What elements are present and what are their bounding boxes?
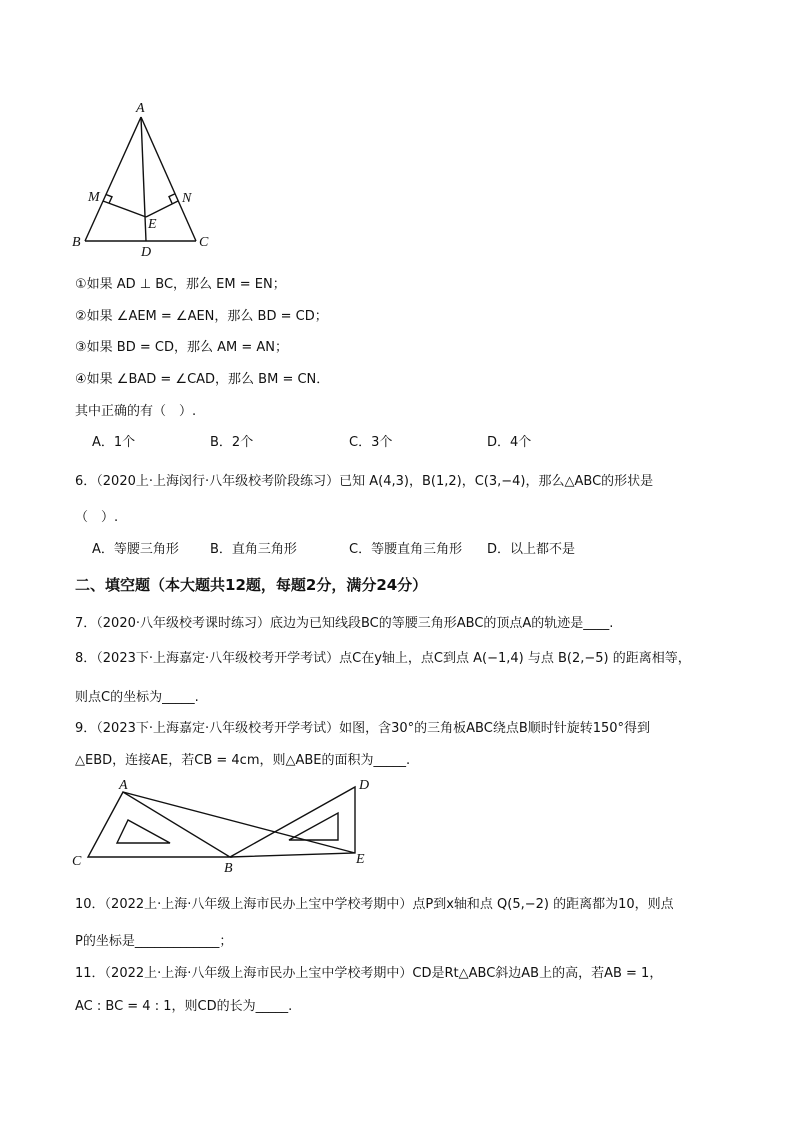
label-c: C: [199, 235, 209, 250]
fig2-label-e: E: [356, 852, 365, 867]
q8-text-line1: 8．（2023下·上海嘉定·八年级校考开学考试）点C在y轴上，点C到点 A(−1,4) 与点 B(2,−5) 的距离相等，: [75, 651, 691, 666]
q5-option-b: B．2个: [210, 435, 254, 450]
label-b: B: [72, 235, 81, 250]
q5-option-c: C．3个: [349, 435, 393, 450]
q5-option-d: D．4个: [487, 435, 532, 450]
triangle-figure-1: [60, 95, 230, 260]
fig2-label-d: D: [359, 778, 370, 793]
fig2-label-b: B: [224, 861, 233, 875]
q6-option-c: C．等腰直角三角形: [349, 542, 463, 557]
label-a: A: [136, 101, 145, 116]
label-n: N: [182, 191, 192, 206]
fig2-label-c: C: [72, 854, 82, 869]
q6-text-line1: 6．（2020上·上海闵行·八年级校考阶段练习）已知 A(4,3)，B(1,2)，C(3,−4)，那么△ABC的形状是: [75, 474, 654, 489]
statement-4: ④如果 ∠BAD = ∠CAD，那么 BM = CN．: [75, 372, 330, 387]
q11-text-line2: AC : BC = 4 : 1，则CD的长为_____.: [75, 999, 293, 1014]
q5-prompt: 其中正确的有（ ）.: [75, 404, 197, 419]
label-d: D: [141, 245, 152, 260]
q6-option-a: A．等腰三角形: [92, 542, 179, 557]
q9-text-line2: △EBD，连接AE，若CB = 4cm，则△ABE的面积为_____.: [75, 753, 411, 768]
statement-2: ②如果 ∠AEM = ∠AEN，那么 BD = CD；: [75, 309, 328, 324]
q11-text-line1: 11．（2022上·上海·八年级上海市民办上宝中学校考期中）CD是Rt△ABC斜边AB上的高，若AB = 1，: [75, 966, 663, 981]
triangle-figure-2: [65, 775, 385, 875]
q6-option-d: D．以上都不是: [487, 542, 576, 557]
q7-text: 7．（2020·八年级校考课时练习）底边为已知线段BC的等腰三角形ABC的顶点A的轨迹是____.: [75, 616, 614, 631]
label-m: M: [88, 190, 100, 205]
q6-text-line2: （ ）.: [75, 510, 119, 525]
q8-text-line2: 则点C的坐标为_____.: [75, 690, 199, 705]
fig2-label-a: A: [119, 778, 128, 793]
q10-text-line2: P的坐标是_____________；: [75, 934, 233, 949]
q6-option-b: B．直角三角形: [210, 542, 297, 557]
label-e: E: [148, 217, 157, 232]
section-title: 二、填空题（本大题共12题，每题2分，满分24分）: [75, 576, 428, 594]
q9-text-line1: 9．（2023下·上海嘉定·八年级校考开学考试）如图，含30°的三角板ABC绕点B顺时针旋转150°得到: [75, 721, 651, 736]
q10-text-line1: 10．（2022上·上海·八年级上海市民办上宝中学校考期中）点P到x轴和点 Q(5,−2) 的距离都为10，则点: [75, 897, 674, 912]
q5-option-a: A．1个: [92, 435, 136, 450]
statement-1: ①如果 AD ⊥ BC，那么 EM = EN；: [75, 277, 286, 292]
statement-3: ③如果 BD = CD，那么 AM = AN；: [75, 340, 288, 355]
